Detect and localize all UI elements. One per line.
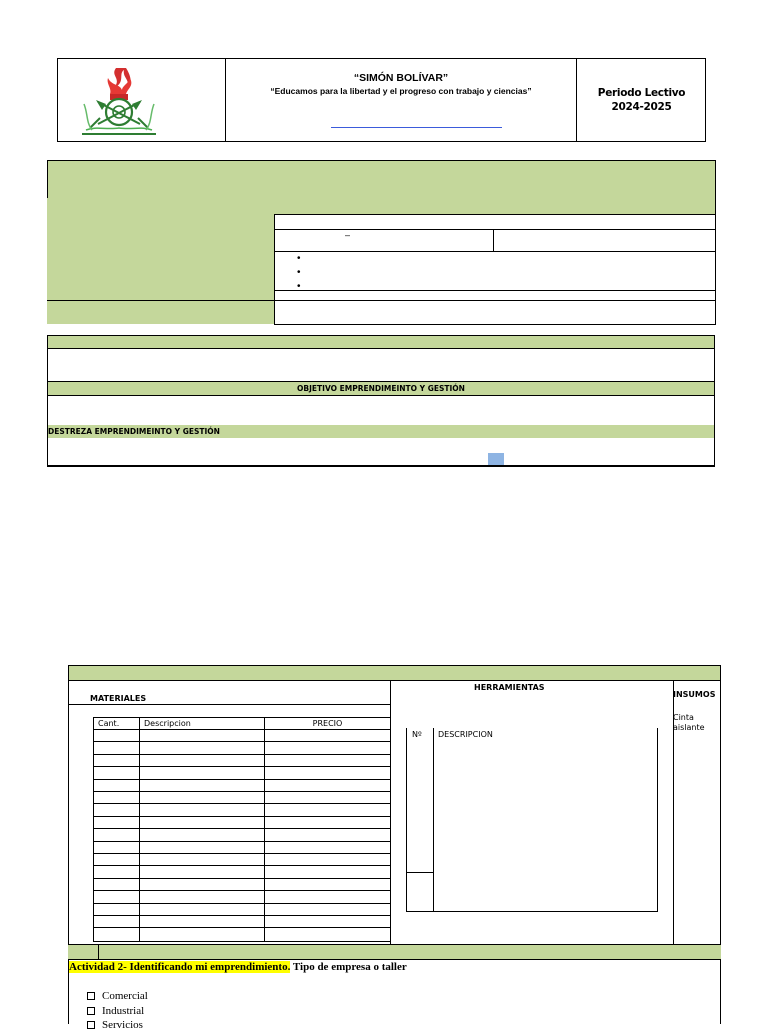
- business-type-options: [87, 989, 148, 1033]
- materials-col-cant: Cant.: [98, 719, 120, 728]
- bullet-item: •: [297, 281, 301, 292]
- objective-header: OBJETIVO EMPRENDIMEINTO Y GESTIÓN: [48, 381, 714, 396]
- materials-row-line: [93, 791, 391, 792]
- bullet-item: •: [297, 253, 301, 264]
- objectives-top-band: [48, 336, 714, 348]
- materials-row-line: [93, 816, 391, 817]
- bullet-list: [297, 252, 301, 294]
- activity-title: Actividad 2- Identificando mi emprendimiento.: [69, 961, 291, 973]
- materials-row-line: [93, 779, 391, 780]
- info-dash: –: [345, 230, 351, 240]
- school-name: “SIMÓN BOLÍVAR”: [353, 72, 449, 84]
- tools-col-description: DESCRIPCION: [438, 730, 493, 739]
- selection-marker: [488, 453, 504, 465]
- period-label: Periodo Lectivo: [597, 87, 686, 99]
- materials-row-line: [93, 903, 391, 904]
- school-logo: [76, 64, 158, 138]
- bullet-item: •: [297, 267, 301, 278]
- option-servicios[interactable]: Servicios: [87, 1018, 148, 1033]
- materials-col-price: PRECIO: [312, 719, 343, 728]
- materials-row-line: [93, 927, 391, 928]
- supplies-item: Cinta aislante: [673, 713, 705, 732]
- skill-header: DESTREZA EMPRENDIMEINTO Y GESTIÓN: [48, 425, 714, 438]
- link-underline[interactable]: [331, 127, 502, 128]
- option-comercial[interactable]: Comercial: [87, 989, 148, 1004]
- period-years: 2024-2025: [611, 101, 672, 113]
- checkbox-icon[interactable]: [87, 1021, 95, 1029]
- materials-table: [93, 717, 391, 942]
- checkbox-icon[interactable]: [87, 1007, 95, 1015]
- tools-col-number: Nº: [412, 730, 422, 739]
- materials-row-line: [93, 766, 391, 767]
- resources-bottom-band: [68, 944, 721, 960]
- activity-heading: [69, 961, 407, 973]
- materials-row-line: [93, 878, 391, 879]
- materials-row-line: [93, 865, 391, 866]
- materials-row-line: [93, 741, 391, 742]
- materials-row-line: [93, 890, 391, 891]
- tools-title: HERRAMIENTAS: [474, 683, 545, 692]
- objectives-table: [47, 335, 715, 467]
- materials-row-line: [93, 828, 391, 829]
- materials-title: MATERIALES: [90, 694, 147, 703]
- materials-row-line: [93, 803, 391, 804]
- school-motto: “Educamos para la libertad y el progreso con trabajo y ciencias”: [270, 86, 532, 96]
- checkbox-icon[interactable]: [87, 992, 95, 1000]
- resources-top-band: [68, 665, 721, 681]
- materials-row-line: [93, 915, 391, 916]
- materials-row-line: [93, 729, 391, 730]
- supplies-title: INSUMOS: [673, 690, 716, 699]
- materials-row-line: [93, 853, 391, 854]
- materials-row-line: [93, 841, 391, 842]
- materials-col-description: Descripcion: [144, 719, 191, 728]
- materials-row-line: [93, 754, 391, 755]
- option-industrial[interactable]: Industrial: [87, 1004, 148, 1019]
- activity-subtitle: Tipo de empresa o taller: [290, 961, 407, 973]
